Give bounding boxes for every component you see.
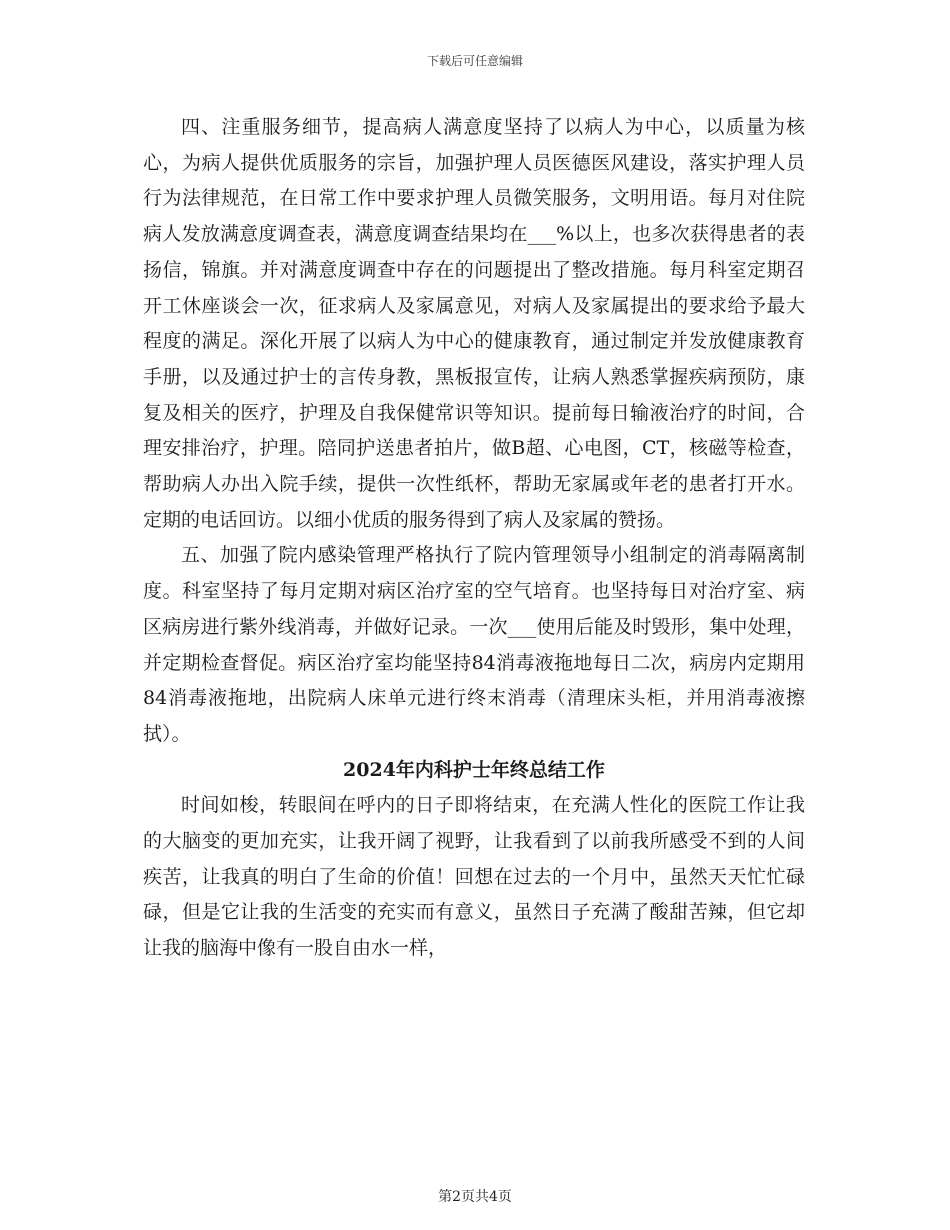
paragraph-service-details: 四、注重服务细节，提高病人满意度坚持了以病人为中心，以质量为核心，为病人提供优质服务的宗旨，加强护理人员医德医风建设，落实护理人员行为法律规范，在日常工作中要求护理人员微笑服务，文明用语。每月对住院病人发放满意度调查表，满意度调查结果均在___%以上，也多次获得患者的表扬信，锦旗。并对满意度调查中存在的问题提出了整改措施。每月科室定期召开工休座谈会一次，征求病人及家属意见，对病人及家属提出的要求给予最大程度的满足。深化开展了以病人为中心的健康教育，通过制定并发放健康教育手册，以及通过护士的言传身教，黑板报宣传，让病人熟悉掌握疾病预防，康复及相关的医疗，护理及自我保健常识等知识。提前每日输液治疗的时间，合理安排治疗，护理。陪同护送患者拍片，做B超、心电图，CT，核磁等检查，帮助病人办出入院手续，提供一次性纸杯，帮助无家属或年老的患者打开水。定期的电话回访。以细小优质的服务得到了病人及家属的赞扬。 bbox=[143, 116, 805, 531]
paragraph-infection-control: 五、加强了院内感染管理严格执行了院内管理领导小组制定的消毒隔离制度。科室坚持了每月定期对病区治疗室的空气培育。也坚持每日对治疗室、病区病房进行紫外线消毒，并做好记录。一次___使用后能及时毁形，集中处理，并定期检查督促。病区治疗室均能坚持84消毒液拖地每日二次，病房内定期用84消毒液拖地，出院病人床单元进行终末消毒（清理床头柜，并用消毒液擦拭）。 bbox=[143, 544, 805, 745]
page-footer: 第2页共4页 bbox=[438, 1189, 512, 1205]
paragraph-summary-intro: 时间如梭，转眼间在呼内的日子即将结束，在充满人性化的医院工作让我的大脑变的更加充实，让我开阔了视野，让我看到了以前我所感受不到的人间疾苦，让我真的明白了生命的价值！回想在过去的一个月中，虽然天天忙忙碌碌，但是它让我的生活变的充实而有意义，虽然日子充满了酸甜苦辣，但它却让我的脑海中像有一股自由水一样， bbox=[143, 794, 805, 960]
page-header: 下载后可任意编辑 bbox=[426, 54, 523, 68]
section-title: 2024年内科护士年终总结工作 bbox=[343, 758, 605, 781]
document-body bbox=[143, 110, 805, 967]
